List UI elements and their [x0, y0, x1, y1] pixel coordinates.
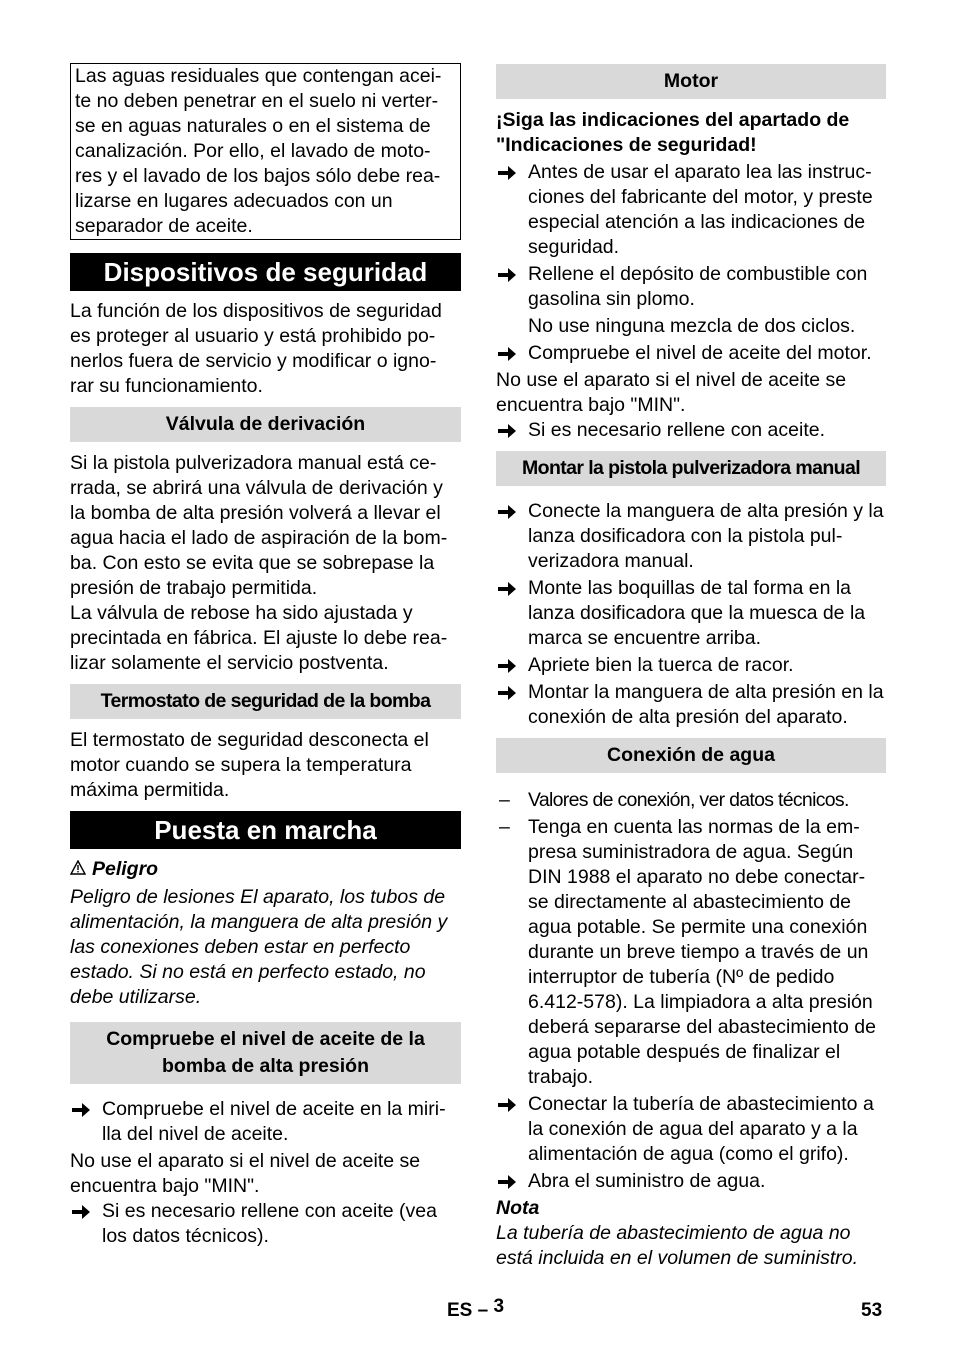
- heading-conexion: Conexión de agua: [496, 738, 886, 773]
- note-title: Nota: [496, 1197, 540, 1219]
- paragraph-termostato: El termostato de seguridad desconecta el motor cuando se supera la temperatura máxima permitida.: [70, 729, 429, 801]
- right-column: [496, 63, 886, 1271]
- arrow-right-icon: [496, 262, 518, 287]
- list-item: Abra el suministro de agua.: [496, 1169, 886, 1194]
- list-item: Apriete bien la tuerca de racor.: [496, 653, 886, 678]
- list-item: Si es necesario rellene con aceite.: [496, 418, 886, 443]
- list-item: Monte las boquillas de tal forma en la lanza dosificadora que la muesca de la marca se encuentre arriba.: [496, 576, 886, 651]
- heading-motor: Motor: [496, 64, 886, 99]
- warning-triangle-icon: [70, 857, 92, 882]
- paragraph-nouse: No use el aparato si el nivel de aceite se encuentra bajo "MIN".: [70, 1150, 421, 1197]
- arrow-right-icon: [496, 653, 518, 678]
- paragraph-valvula-1: Si la pistola pulverizadora manual está ce- rrada, se abrirá una válvula de derivación y la bomba de alta presión volverá a llevar el agua hacia el lado de aspiración de la bom- ba. Con esto se evita que se sobrepase la presión de trabajo permitida.: [70, 452, 448, 599]
- paragraph-dispositivos: La función de los dispositivos de seguridad es proteger al usuario y está prohibido po- nerlos fuera de servicio y modificar o igno- rar su funcionamiento.: [70, 300, 442, 397]
- note-text: La tubería de abastecimiento de agua no está incluida en el volumen de suministro.: [496, 1222, 859, 1269]
- list-item: – Tenga en cuenta las normas de la em- presa suministradora de agua. Según DIN 1988 el aparato no debe conectar- se directamente al abastecimiento de agua potable. Se permite una conexión durante un breve tiempo a través de un interruptor de tubería (Nº de pedido 6.412-578). La limpiadora a alta presión deberá separarse del abastecimiento de agua potable después de finalizar el trabajo.: [499, 816, 876, 1088]
- heading-termostato: Termostato de seguridad de la bomba: [70, 684, 461, 719]
- warning-text: Peligro de lesiones El aparato, los tubos de alimentación, la manguera de alta presión y las conexiones deben estar en perfecto estado. Si no está en perfecto estado, no debe utilizarse.: [70, 886, 448, 1008]
- paragraph-valvula-2: La válvula de rebose ha sido ajustada y precintada en fábrica. El ajuste lo debe rea- lizar solamente el servicio postventa.: [70, 602, 448, 674]
- list-item: Compruebe el nivel de aceite en la miri- lla del nivel de aceite.: [70, 1097, 461, 1147]
- arrow-right-icon: [496, 1169, 518, 1194]
- heading-montar: Montar la pistola pulverizadora manual: [496, 451, 886, 486]
- arrow-right-icon: [496, 1092, 518, 1117]
- arrow-right-icon: [496, 160, 518, 185]
- arrow-right-icon: [70, 1097, 92, 1122]
- arrow-right-icon: [70, 1199, 92, 1224]
- heading-puesta: Puesta en marcha: [70, 811, 461, 849]
- arrow-right-icon: [496, 499, 518, 524]
- warning-label: Peligro: [92, 858, 159, 880]
- arrow-right-icon: [496, 418, 518, 443]
- left-column: [70, 63, 461, 1251]
- arrow-right-icon: [496, 341, 518, 366]
- list-item: – Valores de conexión, ver datos técnicos.: [499, 789, 849, 811]
- footer-dash: –: [477, 1300, 489, 1321]
- arrow-right-icon: [496, 680, 518, 705]
- heading-valvula: Válvula de derivación: [70, 407, 461, 442]
- environment-note-box: Las aguas residuales que contengan acei- te no deben penetrar en el suelo ni verter- se en aguas naturales o en el sistema de canalización. Por ello, el lavado de moto- res y el lavado de los bajos sólo debe rea- lizarse en lugares adecuados con un separador de aceite.: [70, 63, 461, 240]
- paragraph-nouse-motor: No use el aparato si el nivel de aceite se encuentra bajo "MIN".: [496, 369, 847, 416]
- list-item: Conectar la tubería de abastecimiento a la conexión de agua del aparato y a la alimentación de agua (como el grifo).: [496, 1092, 886, 1167]
- list-item: Conecte la manguera de alta presión y la lanza dosificadora con la pistola pul- verizadora manual.: [496, 499, 886, 574]
- footer-section: [447, 1298, 504, 1323]
- page-number: 53: [861, 1300, 883, 1321]
- heading-dispositivos: Dispositivos de seguridad: [70, 253, 461, 291]
- list-item: Antes de usar el aparato lea las instruc- ciones del fabricante del motor, y preste especial atención a las indicaciones de seguridad.: [496, 160, 886, 260]
- list-item: Rellene el depósito de combustible con gasolina sin plomo.: [496, 262, 886, 312]
- warning-title: [70, 857, 461, 882]
- footer-section-page: 3: [493, 1296, 505, 1317]
- list-item: Compruebe el nivel de aceite del motor.: [496, 341, 886, 366]
- sub-note-mezcla: No use ninguna mezcla de dos ciclos.: [528, 315, 856, 337]
- heading-compruebe: Compruebe el nivel de aceite de la bomba de alta presión: [70, 1022, 461, 1084]
- list-item: Montar la manguera de alta presión en la conexión de alta presión del aparato.: [496, 680, 886, 730]
- footer-lang: ES: [447, 1300, 473, 1321]
- list-item: Si es necesario rellene con aceite (vea los datos técnicos).: [70, 1199, 461, 1249]
- arrow-right-icon: [496, 576, 518, 601]
- safety-reference: ¡Siga las indicaciones del apartado de "Indicaciones de seguridad!: [496, 109, 850, 156]
